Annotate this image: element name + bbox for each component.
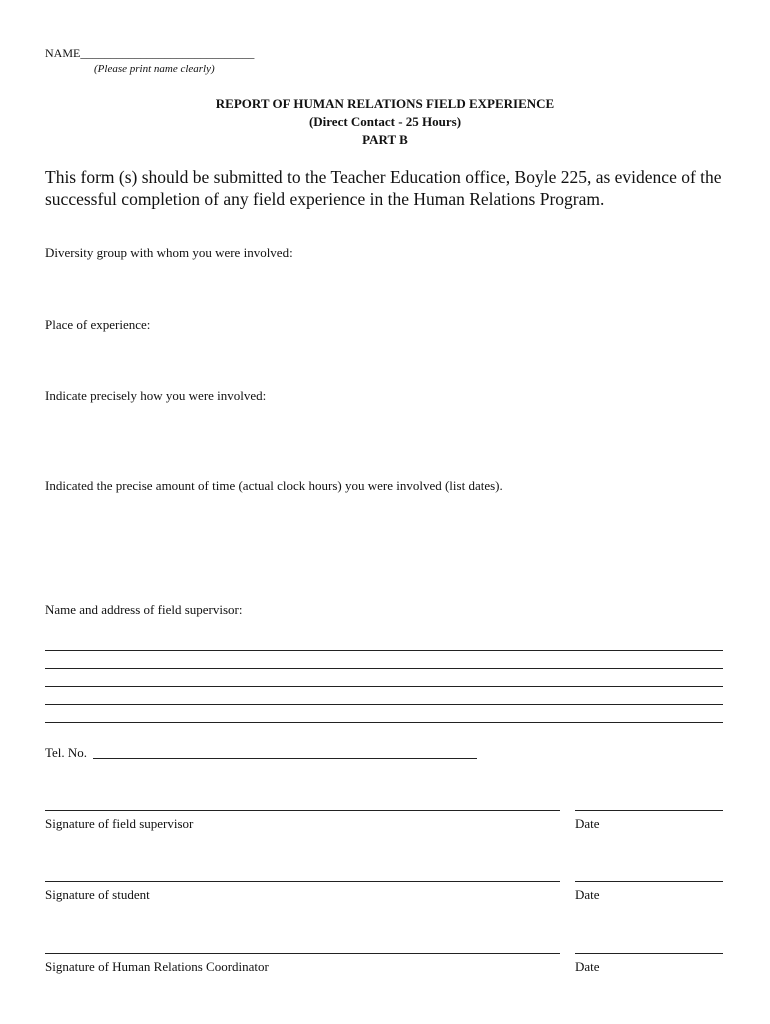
student-signature-label: Signature of student [45,887,150,902]
supervisor-line[interactable] [45,668,723,669]
form-subtitle: (Direct Contact - 25 Hours) [308,114,462,129]
coordinator-signature-field[interactable] [45,953,560,954]
tel-label: Tel. No. [45,745,88,760]
coordinator-date-label: Date [575,959,600,974]
question-supervisor: Name and address of field supervisor: [45,602,243,617]
question-time: Indicated the precise amount of time (actual clock hours) you were involved (list dates). [45,478,503,493]
supervisor-line[interactable] [45,686,723,687]
question-diversity-group: Diversity group with whom you were involved: [45,245,293,260]
intro-paragraph: This form (s) should be submitted to the Teacher Education office, Boyle 225, as evidence of the successful completion of any field experience in the Human Relations Program. [45,167,722,209]
form-title: REPORT OF HUMAN RELATIONS FIELD EXPERIENCE [215,96,555,111]
question-involvement: Indicate precisely how you were involved: [45,388,267,403]
question-place: Place of experience: [45,317,151,332]
form-part: PART B [362,132,408,147]
supervisor-signature-label: Signature of field supervisor [45,816,194,831]
student-date-label: Date [575,887,600,902]
coordinator-date-field[interactable] [575,953,723,954]
supervisor-line[interactable] [45,650,723,651]
supervisor-line[interactable] [45,704,723,705]
name-hint: (Please print name clearly) [94,63,215,75]
supervisor-line[interactable] [45,722,723,723]
student-signature-field[interactable] [45,881,560,882]
supervisor-date-field[interactable] [575,810,723,811]
supervisor-date-label: Date [575,816,600,831]
supervisor-signature-field[interactable] [45,810,560,811]
name-field-label: NAME_____________________________ [45,46,255,60]
coordinator-signature-label: Signature of Human Relations Coordinator [45,959,269,974]
tel-field[interactable] [93,758,477,759]
student-date-field[interactable] [575,881,723,882]
